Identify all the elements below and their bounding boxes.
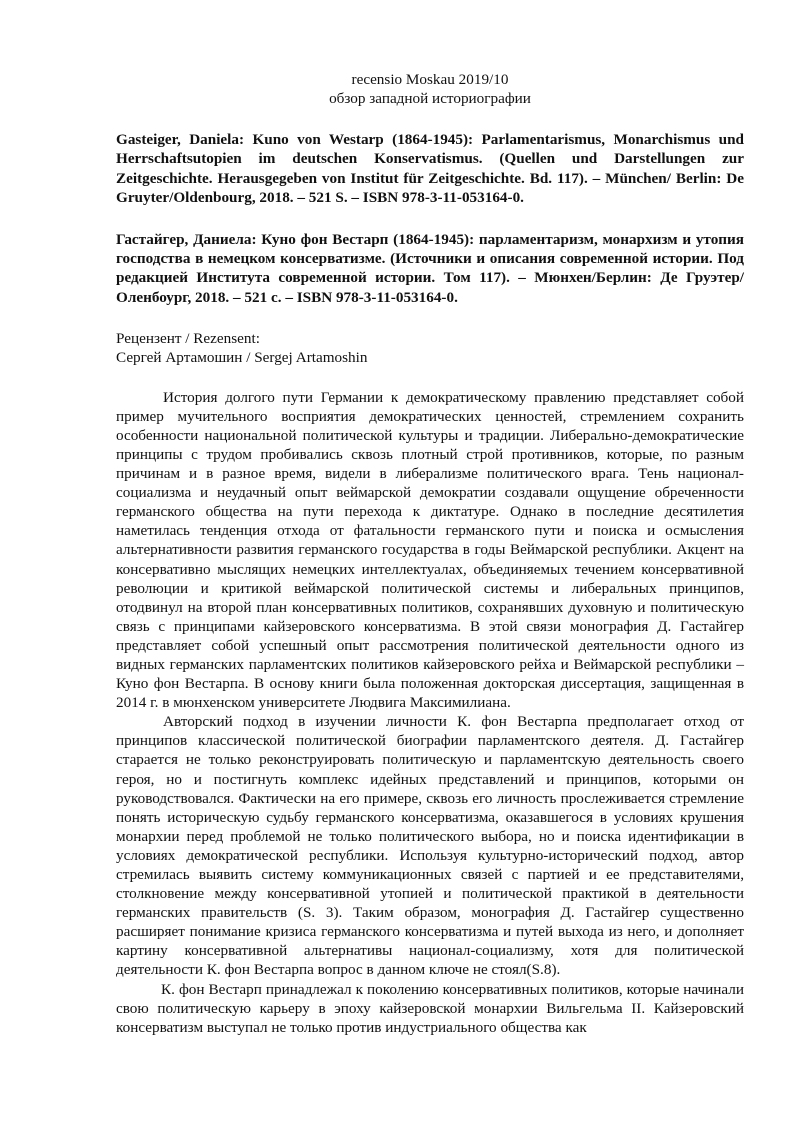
reviewer-label: Рецензент / Rezensent: (116, 330, 260, 348)
journal-header (116, 70, 744, 108)
document-page (116, 70, 744, 1037)
reviewer-name: Сергей Артамошин / Sergej Artamoshin (116, 349, 368, 367)
journal-issue: recensio Moskau 2019/10 (351, 71, 509, 88)
review-body (116, 388, 744, 1037)
body-paragraph: История долгого пути Германии к демократическому правлению представляет собой пример мучительного восприятия демократических ценностей, стремлением сохранить особенности национальной политической культуры и традиции. Либерально-демократические принципы с трудом пробивались сквозь плотный строй противников, которые, по разным причинам и в разное время, видели в либерализме политического врага. Тень национал-социализма и неудачный опыт веймарской демократии создавали ощущение обреченности германского общества на пути перехода к диктатуре. Однако в последние десятилетия наметилась тенденция отхода от фатальности германского пути и поиска и осмысления альтернативности развития германского государства в годы Веймарской республики. Акцент на консервативно мыслящих немецких интеллектуалах, объединяемых течением консервативной революции и критикой веймарской политической системы и либеральных принципов, отодвинул на второй план консервативных политиков, сохранявших духовную и политическую связь с принципами кайзеровского консерватизма. В этой связи монография Д. Гастайгер представляет собой успешный опыт рассмотрения политической деятельности одного из видных германских парламентских политиков кайзеровского рейха и Веймарской республики – Куно фон Вестарпа. В основу книги была положенная докторская диссертация, защищенная в 2014 г. в мюнхенском университете Людвига Максимилиана. (116, 388, 744, 712)
body-paragraph: К. фон Вестарп принадлежал к поколению консервативных политиков, которые начинали свою политическую карьеру в эпоху кайзеровской монархии Вильгельма II. Кайзеровский консерватизм выступал не только против индустриального общества как (116, 980, 744, 1036)
reviewer-block (116, 329, 744, 367)
bibliographic-entry-german: Gasteiger, Daniela: Kuno von Westarp (1864-1945): Parlamentarismus, Monarchismus und Herrschaftsutopien im deutschen Konservatismus. (Quellen und Darstellungen zur Zeitgeschichte. Herausgegeben von Institut für Zeitgeschichte. Bd. 117). – München/ Berlin: De Gruyter/Oldenbourg, 2018. – 521 S. – ISBN 978-3-11-053164-0. (116, 131, 744, 207)
journal-section: обзор западной историографии (329, 90, 531, 107)
body-paragraph: Авторский подход в изучении личности К. фон Вестарпа предполагает отход от принципов классической политической биографии парламентского деятеля. Д. Гастайгер старается не только реконструировать политическую и парламентскую деятельность своего героя, но и постигнуть комплекс идейных представлений и принципов, которыми он руководствовался. Фактически на его примере, сквозь его личность прослеживается стремление понять историческую судьбу германского консерватизма, оказавшегося в условиях крушения монархии перед проблемой не только политического выбора, но и поиска идентификации в условиях демократической республики. Используя культурно-исторический подход, автор стремилась выявить систему коммуникационных связей с партией и ее представителями, столкновение между консервативной утопией и политической практикой в деятельности германских правительств (S. 3). Таким образом, монография Д. Гастайгер существенно расширяет понимание кризиса германского консерватизма и путей выхода из него, и дополняет картину консервативной альтернативы национал-социализму, хотя для политической деятельности К. фон Вестарпа вопрос в данном ключе не стоял(S.8). (116, 713, 744, 979)
bibliographic-entry-russian: Гастайгер, Даниела: Куно фон Вестарп (1864-1945): парламентаризм, монархизм и утопия господства в немецком консерватизме. (Источники и описания современной истории. Под редакцией Института современной истории. Том 117). – Мюнхен/Берлин: Де Груэтер/Оленбоург, 2018. – 521 с. – ISBN 978-3-11-053164-0. (116, 230, 744, 306)
